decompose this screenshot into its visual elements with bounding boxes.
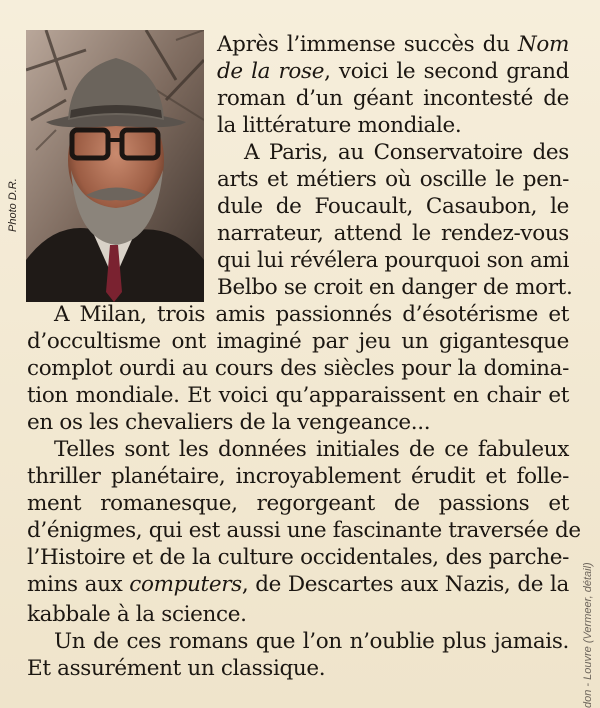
author-photo	[26, 30, 204, 302]
text-line	[217, 31, 569, 58]
text-run: A Paris, au Conservatoire des	[244, 140, 569, 165]
cover-image-credit: don - Louvre (Vermeer, détail)	[582, 562, 594, 708]
text-line	[217, 274, 573, 301]
text-line	[217, 58, 569, 85]
text-run: Après l’immense succès du	[217, 32, 518, 57]
text-run: qui lui révélera pourquoi son ami	[217, 248, 569, 273]
text-run: roman d’un géant incontesté de	[217, 86, 569, 111]
text-line	[54, 628, 569, 655]
text-run: arts et métiers où oscille le pen-	[217, 167, 569, 192]
text-line	[217, 166, 569, 193]
text-run: tion mondiale. Et voici qu’apparaissent en chair et	[27, 383, 569, 408]
text-run: Telles sont les données initiales de ce fabuleux	[54, 437, 569, 462]
text-run: narrateur, attend le rendez-vous	[217, 221, 569, 246]
text-run: la littérature mondiale.	[217, 113, 462, 138]
text-line	[27, 655, 569, 682]
text-run: l’Histoire et de la culture occidentales, des parche-	[27, 545, 569, 570]
text-line	[27, 328, 569, 355]
photo-credit: Photo D.R.	[7, 178, 19, 232]
text-line	[27, 490, 569, 517]
text-run: thriller planétaire, incroyablement érudit et folle-	[27, 464, 569, 489]
text-run: Belbo se croit en danger de mort.	[217, 275, 573, 300]
text-run: d’énigmes, qui est aussi une fascinante traversée de	[27, 518, 581, 543]
italic-text: de la rose	[217, 59, 325, 84]
text-line	[217, 112, 569, 139]
text-line	[54, 301, 569, 328]
text-run: A Milan, trois amis passionnés d’ésotérisme et	[54, 302, 569, 327]
text-run: Et assurément un classique.	[27, 656, 326, 681]
text-run: dule de Foucault, Casaubon, le	[217, 194, 569, 219]
text-line	[217, 85, 569, 112]
text-run: ment romanesque, regorgeant de passions et	[27, 491, 569, 516]
text-run: complot ourdi au cours des siècles pour la domina-	[27, 356, 569, 381]
text-run: Un de ces romans que l’on n’oublie plus jamais.	[54, 629, 569, 654]
text-line	[27, 544, 569, 571]
text-line	[27, 409, 569, 436]
text-run: d’occultisme ont imaginé par jeu un gigantesque	[27, 329, 569, 354]
text-line	[27, 571, 569, 598]
text-line	[27, 355, 569, 382]
text-run: , de Descartes aux Nazis, de la	[241, 572, 569, 597]
text-line	[54, 436, 569, 463]
text-line	[217, 193, 569, 220]
text-line	[27, 517, 581, 544]
author-portrait-image	[26, 30, 204, 302]
italic-text: computers	[129, 572, 242, 597]
text-run: , voici le second grand	[324, 59, 569, 84]
text-line	[217, 220, 569, 247]
italic-text: Nom	[517, 32, 569, 57]
text-line	[27, 601, 569, 628]
text-line	[27, 463, 569, 490]
text-run: kabbale à la science.	[27, 602, 247, 627]
text-run: en os les chevaliers de la vengeance...	[27, 410, 431, 435]
text-line	[27, 382, 569, 409]
text-line	[217, 247, 569, 274]
text-line	[244, 139, 569, 166]
text-run: mins aux	[27, 572, 130, 597]
